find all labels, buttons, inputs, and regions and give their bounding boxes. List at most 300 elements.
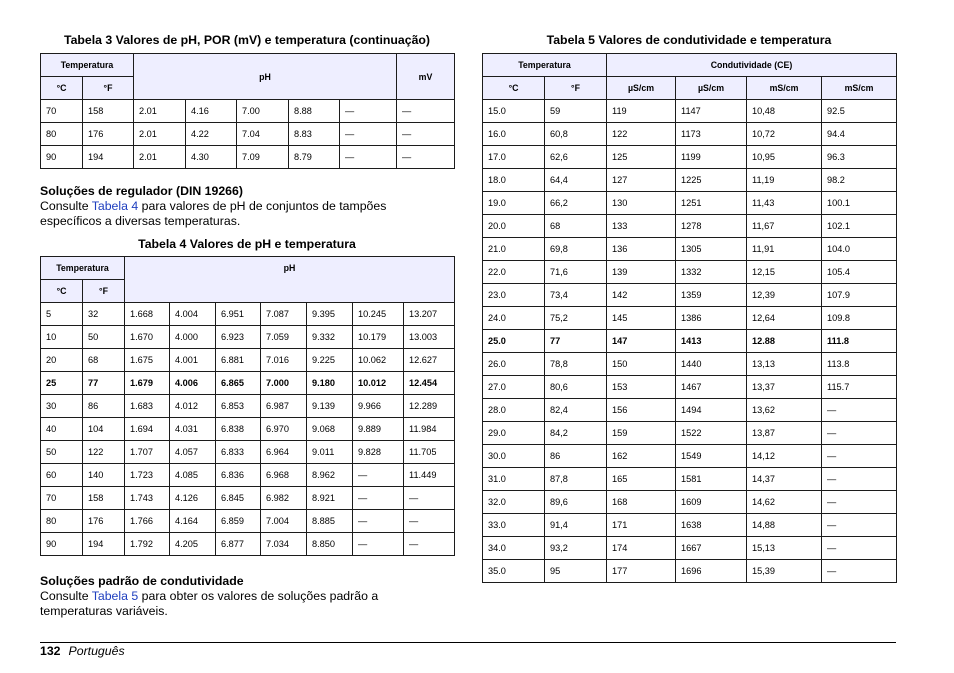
table-row [41, 146, 455, 169]
table-cell: 158 [83, 100, 134, 123]
table-cell: 13,37 [747, 376, 822, 399]
table-cell: 23.0 [483, 284, 545, 307]
section1-paragraph [40, 199, 440, 229]
table-cell: 6.951 [216, 303, 261, 326]
table-cell: 91,4 [545, 514, 607, 537]
table-cell: 165 [607, 468, 676, 491]
table-cell: 80 [41, 510, 83, 533]
table-cell: 100.1 [822, 192, 897, 215]
table4-body [41, 303, 455, 556]
table-cell: 66,2 [545, 192, 607, 215]
table-cell: 20.0 [483, 215, 545, 238]
table-cell: 13,13 [747, 353, 822, 376]
table-cell: 89,6 [545, 491, 607, 514]
section1-link-tabela4[interactable]: Tabela 4 [91, 199, 139, 213]
table-cell: 33.0 [483, 514, 545, 537]
table-cell: — [353, 464, 404, 487]
table-cell: 14,37 [747, 468, 822, 491]
table-cell: 102.1 [822, 215, 897, 238]
table-row [483, 284, 897, 307]
table-cell: 7.087 [261, 303, 307, 326]
table-cell: 95 [545, 560, 607, 583]
table-cell: 69,8 [545, 238, 607, 261]
table-cell: 1.723 [125, 464, 170, 487]
table-cell: 14,62 [747, 491, 822, 514]
table-cell: 1.694 [125, 418, 170, 441]
table-cell: — [822, 468, 897, 491]
table-cell: 7.000 [261, 372, 307, 395]
table-row [483, 192, 897, 215]
section2-paragraph [40, 589, 440, 619]
table-row [483, 537, 897, 560]
table-cell: 113.8 [822, 353, 897, 376]
table-row [41, 533, 455, 556]
table-cell: 6.865 [216, 372, 261, 395]
table-cell: 1.707 [125, 441, 170, 464]
table-cell: 6.853 [216, 395, 261, 418]
table-cell: 14,12 [747, 445, 822, 468]
table-cell: 176 [83, 123, 134, 146]
table-cell: 25.0 [483, 330, 545, 353]
table-cell: 29.0 [483, 422, 545, 445]
table3-caption: Tabela 3 Valores de pH, POR (mV) e temperatura (continuação) [63, 33, 431, 47]
table-cell: 177 [607, 560, 676, 583]
table-cell: 60 [41, 464, 83, 487]
table-row [41, 510, 455, 533]
table-cell: 115.7 [822, 376, 897, 399]
table-cell: — [822, 514, 897, 537]
table-cell: 8.921 [307, 487, 353, 510]
table-cell: 7.004 [261, 510, 307, 533]
table-cell: — [822, 491, 897, 514]
table3-body [41, 100, 455, 169]
table-cell: — [353, 510, 404, 533]
table-cell: 6.923 [216, 326, 261, 349]
table-row [41, 349, 455, 372]
page-number: 132 [40, 644, 61, 658]
table-cell: 6.836 [216, 464, 261, 487]
table-cell: 50 [41, 441, 83, 464]
table-cell: 26.0 [483, 353, 545, 376]
table-cell: 75,2 [545, 307, 607, 330]
table5-caption: Tabela 5 Valores de condutividade e temperatura [546, 33, 832, 47]
table4-header-ph: pH [125, 257, 455, 303]
table-cell: — [353, 487, 404, 510]
table-cell: 136 [607, 238, 676, 261]
table-cell: 6.987 [261, 395, 307, 418]
table-cell: 1359 [676, 284, 747, 307]
table-cell: 7.016 [261, 349, 307, 372]
table-cell: 1278 [676, 215, 747, 238]
table-cell: 4.031 [170, 418, 216, 441]
table-cell: 4.006 [170, 372, 216, 395]
table-cell: 122 [607, 123, 676, 146]
table-cell: 59 [545, 100, 607, 123]
table-cell: 168 [607, 491, 676, 514]
table-cell: — [397, 146, 455, 169]
table-cell: — [340, 146, 397, 169]
section2-text-after: para obter os valores de soluções padrão a temperaturas variáveis. [40, 589, 379, 618]
table-cell: 176 [83, 510, 125, 533]
table-cell: 21.0 [483, 238, 545, 261]
table-row [41, 303, 455, 326]
table-cell: 31.0 [483, 468, 545, 491]
table-cell: 15.0 [483, 100, 545, 123]
table-cell: 1494 [676, 399, 747, 422]
table-cell: 1522 [676, 422, 747, 445]
table-row [483, 330, 897, 353]
table-cell: 6.838 [216, 418, 261, 441]
table-row [41, 418, 455, 441]
table-cell: 156 [607, 399, 676, 422]
table-cell: 62,6 [545, 146, 607, 169]
table-cell: 77 [83, 372, 125, 395]
table-row [483, 238, 897, 261]
table-cell: 32 [83, 303, 125, 326]
table-cell: 82,4 [545, 399, 607, 422]
table-cell: 4.164 [170, 510, 216, 533]
table3-header-ph: pH [134, 54, 397, 100]
table-cell: 194 [83, 146, 134, 169]
table-cell: 9.225 [307, 349, 353, 372]
table3-header-celsius: °C [41, 77, 83, 100]
table-cell: 1.683 [125, 395, 170, 418]
table-cell: 22.0 [483, 261, 545, 284]
table-cell: — [340, 123, 397, 146]
table-cell: 1251 [676, 192, 747, 215]
table-cell: 12.88 [747, 330, 822, 353]
table4 [40, 256, 455, 556]
table-cell: 4.085 [170, 464, 216, 487]
table-cell: 1173 [676, 123, 747, 146]
table-cell: 130 [607, 192, 676, 215]
table-cell: 1549 [676, 445, 747, 468]
table-cell: — [822, 537, 897, 560]
table-row [41, 123, 455, 146]
table-cell: 4.012 [170, 395, 216, 418]
table-cell: 111.8 [822, 330, 897, 353]
table-cell: 8.962 [307, 464, 353, 487]
table-cell: 1440 [676, 353, 747, 376]
table-cell: 77 [545, 330, 607, 353]
table-cell: 194 [83, 533, 125, 556]
section1-text-before: Consulte [40, 199, 92, 213]
table-cell: 87,8 [545, 468, 607, 491]
table-cell: 1.743 [125, 487, 170, 510]
table-cell: — [340, 100, 397, 123]
table-row [483, 399, 897, 422]
table-cell: 119 [607, 100, 676, 123]
table-cell: 145 [607, 307, 676, 330]
table-row [41, 441, 455, 464]
table-cell: — [822, 560, 897, 583]
table-cell: 11.449 [404, 464, 455, 487]
table5 [482, 53, 897, 583]
table-cell: 4.30 [186, 146, 237, 169]
table-cell: 1225 [676, 169, 747, 192]
table-cell: — [353, 533, 404, 556]
table-cell: 9.011 [307, 441, 353, 464]
table-cell: 12,39 [747, 284, 822, 307]
table-cell: 40 [41, 418, 83, 441]
table-cell: 78,8 [545, 353, 607, 376]
table-cell: 1467 [676, 376, 747, 399]
table-cell: 34.0 [483, 537, 545, 560]
table-cell: 9.139 [307, 395, 353, 418]
table-cell: 10,72 [747, 123, 822, 146]
table-cell: 1199 [676, 146, 747, 169]
table-cell: 9.966 [353, 395, 404, 418]
table-cell: 13.207 [404, 303, 455, 326]
table-cell: 15,39 [747, 560, 822, 583]
table-cell: 109.8 [822, 307, 897, 330]
table-cell: 93,2 [545, 537, 607, 560]
table-cell: 6.964 [261, 441, 307, 464]
table-cell: 4.205 [170, 533, 216, 556]
table-cell: 27.0 [483, 376, 545, 399]
table-cell: 11.984 [404, 418, 455, 441]
table-cell: 142 [607, 284, 676, 307]
section1-text-after: para valores de pH de conjuntos de tampões específicos a diversas temperaturas. [40, 199, 387, 228]
table-cell: 127 [607, 169, 676, 192]
table-cell: 162 [607, 445, 676, 468]
table-cell: 4.22 [186, 123, 237, 146]
table-cell: 125 [607, 146, 676, 169]
table-cell: 139 [607, 261, 676, 284]
table-cell: 2.01 [134, 100, 186, 123]
table-cell: 80 [41, 123, 83, 146]
table-cell: 10.012 [353, 372, 404, 395]
table-cell: 10.062 [353, 349, 404, 372]
table3-header-temperature: Temperatura [41, 54, 134, 77]
table5-header-conductivity: Condutividade (CE) [607, 54, 897, 77]
table5-header-ms-cm-2: mS/cm [822, 77, 897, 100]
table-cell: 1386 [676, 307, 747, 330]
table-row [483, 422, 897, 445]
table-cell: 10,95 [747, 146, 822, 169]
table-cell: 68 [83, 349, 125, 372]
table-cell: 8.885 [307, 510, 353, 533]
table-cell: 1.679 [125, 372, 170, 395]
table-cell: — [397, 123, 455, 146]
table-cell: 86 [545, 445, 607, 468]
table4-header-fahrenheit: °F [83, 280, 125, 303]
table-cell: 19.0 [483, 192, 545, 215]
table5-header-temperature: Temperatura [483, 54, 607, 77]
table-cell: 6.877 [216, 533, 261, 556]
table-row [483, 468, 897, 491]
table-cell: 17.0 [483, 146, 545, 169]
table-cell: 10 [41, 326, 83, 349]
table-cell: 92.5 [822, 100, 897, 123]
table-cell: 90 [41, 146, 83, 169]
table-cell: 6.970 [261, 418, 307, 441]
table-cell: 1147 [676, 100, 747, 123]
table-row [483, 560, 897, 583]
table-cell: 70 [41, 487, 83, 510]
table-cell: 64,4 [545, 169, 607, 192]
table-row [41, 326, 455, 349]
table-cell: 32.0 [483, 491, 545, 514]
table-cell: 153 [607, 376, 676, 399]
table-cell: 1.668 [125, 303, 170, 326]
table-cell: 20 [41, 349, 83, 372]
table-cell: 1696 [676, 560, 747, 583]
section2-heading: Soluções padrão de condutividade [40, 574, 244, 588]
table-cell: 1.766 [125, 510, 170, 533]
table-cell: 150 [607, 353, 676, 376]
table-cell: 7.034 [261, 533, 307, 556]
table5-header-fahrenheit: °F [545, 77, 607, 100]
table-row [483, 169, 897, 192]
table5-header-us-cm-1: µS/cm [607, 77, 676, 100]
table-cell: 159 [607, 422, 676, 445]
table-row [483, 215, 897, 238]
table-row [41, 487, 455, 510]
section1-heading: Soluções de regulador (DIN 19266) [40, 184, 243, 198]
table-cell: 8.79 [289, 146, 340, 169]
table-cell: 1.792 [125, 533, 170, 556]
table-cell: 122 [83, 441, 125, 464]
table-cell: 7.059 [261, 326, 307, 349]
table-cell: 12.289 [404, 395, 455, 418]
table-cell: 16.0 [483, 123, 545, 146]
table3 [40, 53, 455, 169]
table-row [41, 464, 455, 487]
table-cell: 1609 [676, 491, 747, 514]
table-cell: 4.000 [170, 326, 216, 349]
table-cell: — [397, 100, 455, 123]
section2-link-tabela5[interactable]: Tabela 5 [91, 589, 139, 603]
table-cell: 4.057 [170, 441, 216, 464]
table-cell: 4.16 [186, 100, 237, 123]
table-cell: 12,64 [747, 307, 822, 330]
table-cell: 70 [41, 100, 83, 123]
table-cell: 18.0 [483, 169, 545, 192]
table-cell: 96.3 [822, 146, 897, 169]
table-cell: 30 [41, 395, 83, 418]
table-row [41, 395, 455, 418]
table4-header-celsius: °C [41, 280, 83, 303]
table-row [483, 261, 897, 284]
table-cell: — [822, 445, 897, 468]
table-cell: 11,91 [747, 238, 822, 261]
table-cell: 174 [607, 537, 676, 560]
table-row [41, 372, 455, 395]
table-cell: 90 [41, 533, 83, 556]
table5-header-us-cm-2: µS/cm [676, 77, 747, 100]
footer [40, 644, 125, 658]
table-cell: 5 [41, 303, 83, 326]
table-cell: 104 [83, 418, 125, 441]
table-cell: 73,4 [545, 284, 607, 307]
table-cell: 6.833 [216, 441, 261, 464]
table-cell: 84,2 [545, 422, 607, 445]
table-cell: 8.850 [307, 533, 353, 556]
table-cell: — [822, 399, 897, 422]
table-cell: 2.01 [134, 123, 186, 146]
table-cell: 11.705 [404, 441, 455, 464]
table5-body [483, 100, 897, 583]
table-cell: 9.068 [307, 418, 353, 441]
table-cell: 1638 [676, 514, 747, 537]
table-cell: — [822, 422, 897, 445]
table-cell: 71,6 [545, 261, 607, 284]
table-row [483, 307, 897, 330]
table-cell: 13,87 [747, 422, 822, 445]
table-cell: 12.454 [404, 372, 455, 395]
table-cell: 68 [545, 215, 607, 238]
table-cell: 12.627 [404, 349, 455, 372]
table-cell: 10.245 [353, 303, 404, 326]
table-cell: 1332 [676, 261, 747, 284]
table-cell: 105.4 [822, 261, 897, 284]
table5-header-ms-cm-1: mS/cm [747, 77, 822, 100]
table-cell: 14,88 [747, 514, 822, 537]
table-cell: 30.0 [483, 445, 545, 468]
table-cell: 80,6 [545, 376, 607, 399]
table-cell: 1581 [676, 468, 747, 491]
table-cell: 6.859 [216, 510, 261, 533]
table-cell: 13,62 [747, 399, 822, 422]
table-cell: 1305 [676, 238, 747, 261]
table3-header-fahrenheit: °F [83, 77, 134, 100]
table-cell: 1.675 [125, 349, 170, 372]
table-row [483, 445, 897, 468]
table-cell: 13.003 [404, 326, 455, 349]
table-cell: 140 [83, 464, 125, 487]
table-cell: — [404, 487, 455, 510]
table-cell: 35.0 [483, 560, 545, 583]
table-cell: 147 [607, 330, 676, 353]
table-cell: 86 [83, 395, 125, 418]
table3-header-mv: mV [397, 54, 455, 100]
table-cell: 60,8 [545, 123, 607, 146]
table-cell: — [404, 510, 455, 533]
table-cell: 1667 [676, 537, 747, 560]
table-cell: 2.01 [134, 146, 186, 169]
table-cell: 11,67 [747, 215, 822, 238]
table-cell: 9.180 [307, 372, 353, 395]
table-cell: 50 [83, 326, 125, 349]
table-cell: 8.83 [289, 123, 340, 146]
table-cell: 4.004 [170, 303, 216, 326]
footer-language: Português [68, 644, 125, 658]
table-cell: 6.881 [216, 349, 261, 372]
table-cell: 12,15 [747, 261, 822, 284]
table-cell: 4.001 [170, 349, 216, 372]
table5-header-celsius: °C [483, 77, 545, 100]
table-row [483, 146, 897, 169]
table-cell: 9.395 [307, 303, 353, 326]
table-cell: 133 [607, 215, 676, 238]
table-row [483, 514, 897, 537]
table-cell: 107.9 [822, 284, 897, 307]
footer-rule [40, 642, 896, 643]
table-cell: 24.0 [483, 307, 545, 330]
table-cell: 104.0 [822, 238, 897, 261]
table-row [483, 376, 897, 399]
table4-header-temperature: Temperatura [41, 257, 125, 280]
table-cell: 9.332 [307, 326, 353, 349]
table-cell: 7.09 [237, 146, 289, 169]
table-cell: 10.179 [353, 326, 404, 349]
table-cell: 9.889 [353, 418, 404, 441]
table-cell: 94.4 [822, 123, 897, 146]
table-row [483, 100, 897, 123]
table-row [41, 100, 455, 123]
table-cell: 6.968 [261, 464, 307, 487]
